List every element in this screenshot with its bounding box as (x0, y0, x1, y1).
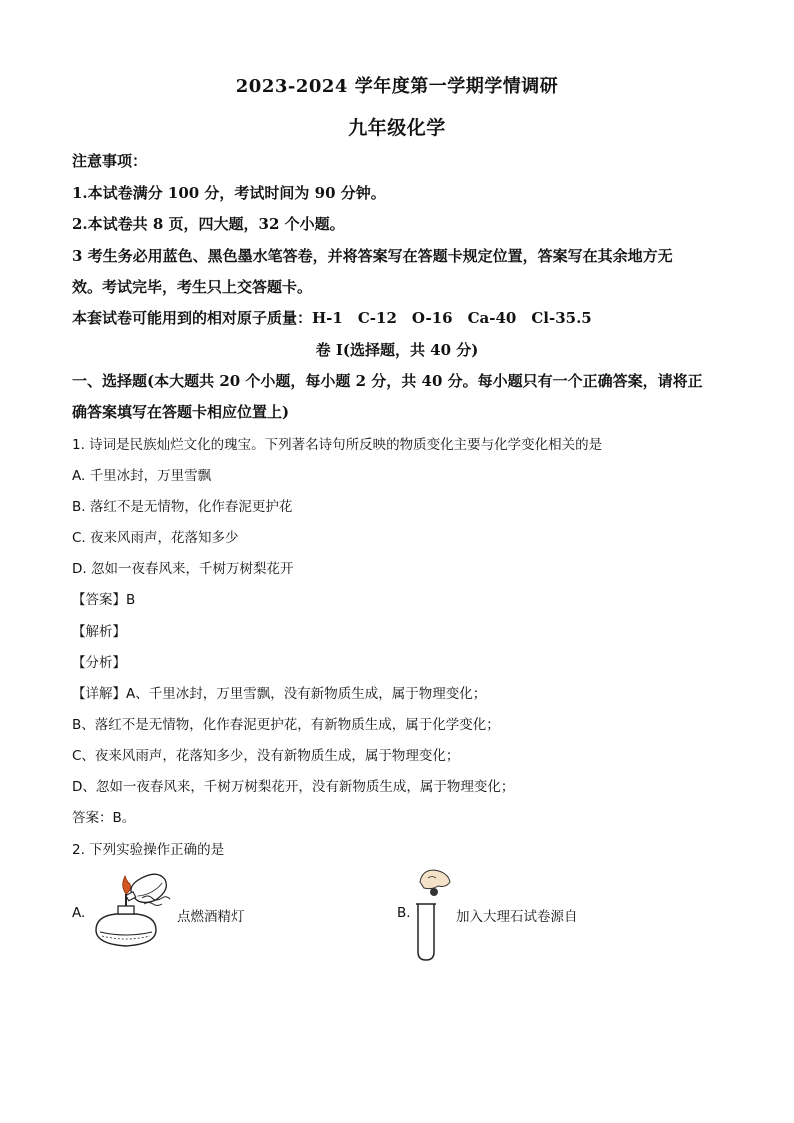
part1-instructions: 一、选择题(本大题共 20 个小题，每小题 2 分，共 40 分。每小题只有一个正确答案，请将正 (72, 372, 703, 390)
notice-item-3: 3 考生务必用蓝色、黑色墨水笔答卷，并将答案写在答题卡规定位置，答案写在其余地方无 (72, 247, 673, 265)
q1-detail-conclusion: 答案：B。 (72, 810, 136, 826)
exam-title: 2023-2024 学年度第一学期学情调研 (235, 76, 559, 97)
q1-stem: 1. 诗词是民族灿烂文化的瑰宝。下列著名诗句所反映的物质变化主要与化学变化相关的是 (72, 437, 603, 453)
q2-stem: 2. 下列实验操作正确的是 (72, 842, 225, 858)
q1-option-a: A. 千里冰封，万里雪飘 (72, 468, 212, 484)
q2-option-a-caption: 点燃酒精灯 (177, 909, 245, 925)
notice-heading: 注意事项： (72, 152, 148, 170)
notice-item-1: 1.本试卷满分 100 分，考试时间为 90 分钟。 (72, 184, 386, 202)
q1-detail-a: 【详解】A、千里冰封，万里雪飘，没有新物质生成，属于物理变化； (72, 686, 487, 702)
q2-option-a-letter: A. (72, 905, 86, 921)
exam-subtitle: 九年级化学 (348, 117, 446, 139)
notice-item-3-cont: 效。考试完毕，考生只上交答题卡。 (72, 278, 313, 296)
notice-item-2: 2.本试卷共 8 页，四大题，32 个小题。 (72, 215, 345, 233)
q2-option-b-letter: B. (397, 905, 411, 921)
q1-fenxi-tag: 【分析】 (72, 655, 126, 671)
test-tube-illustration (410, 864, 460, 964)
q1-option-b: B. 落红不是无情物，化作春泥更护花 (72, 499, 293, 515)
volume-title: 卷 I(选择题，共 40 分) (315, 341, 479, 359)
q1-detail-d: D、忽如一夜春风来，千树万树梨花开，没有新物质生成，属于物理变化； (72, 779, 515, 795)
q1-analysis-tag: 【解析】 (72, 624, 126, 640)
q1-answer: 【答案】B (72, 592, 136, 608)
alcohol-lamp-illustration (90, 872, 180, 952)
q1-detail-b: B、落红不是无情物，化作春泥更护花，有新物质生成，属于化学变化； (72, 717, 500, 733)
part1-instructions-cont: 确答案填写在答题卡相应位置上) (72, 403, 290, 421)
atomic-mass-line: 本套试卷可能用到的相对原子质量：H-1 C-12 O-16 Ca-40 Cl-35.5 (72, 309, 592, 327)
q2-option-b-caption: 加入大理石试卷源自 (456, 909, 578, 925)
q1-detail-c: C、夜来风雨声，花落知多少，没有新物质生成，属于物理变化； (72, 748, 460, 764)
q1-option-c: C. 夜来风雨声，花落知多少 (72, 530, 239, 546)
q1-option-d: D. 忽如一夜春风来，千树万树梨花开 (72, 561, 294, 577)
